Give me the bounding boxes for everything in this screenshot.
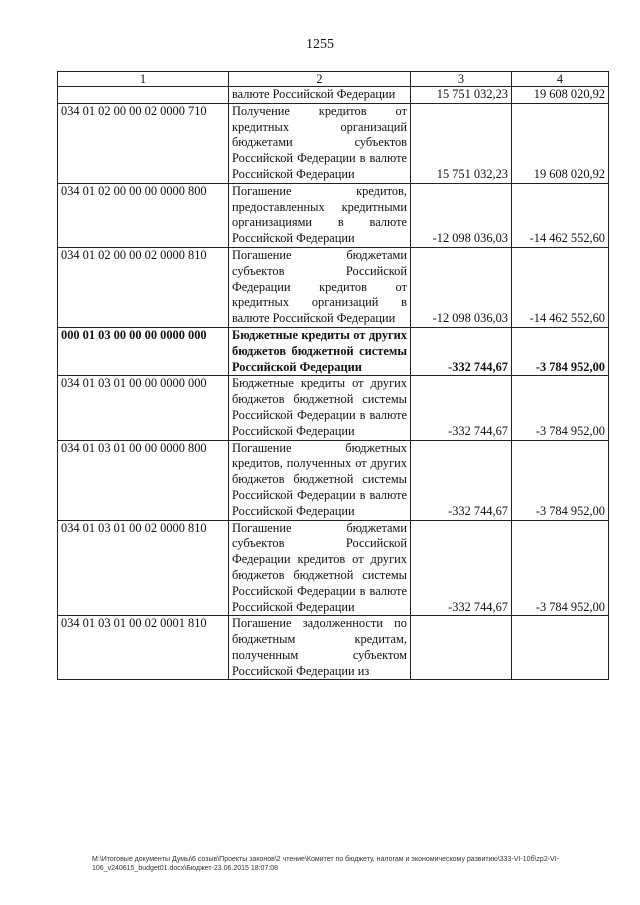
table-row bbox=[58, 103, 609, 183]
row-code: 034 01 02 00 00 02 0000 810 bbox=[58, 247, 229, 327]
row-amount-col4: -3 784 952,00 bbox=[512, 376, 609, 440]
file-path-line-1: M:\Итоговые документы Думы\6 созыв\Проекты законов\2 чтение\Комитет по бюджету, налогам и экономическому развитию\333-VI-10б\zp2-VI- bbox=[92, 856, 559, 863]
row-code: 034 01 03 01 00 02 0001 810 bbox=[58, 616, 229, 680]
table-row bbox=[58, 87, 609, 104]
row-amount-col3: -332 744,67 bbox=[411, 440, 512, 520]
row-description: Бюджетные кредиты от других бюджетов бюджетной системы Российской Федерации в валюте Российской Федерации bbox=[229, 376, 411, 440]
row-amount-col3: 15 751 032,23 bbox=[411, 87, 512, 104]
row-description: Бюджетные кредиты от других бюджетов бюджетной системы Российской Федерации bbox=[229, 327, 411, 375]
row-amount-col4: -3 784 952,00 bbox=[512, 327, 609, 375]
row-description: Погашение бюджетами субъектов Российской Федерации кредитов от других бюджетов бюджетной системы Российской Федерации в валюте Российской Федерации bbox=[229, 520, 411, 616]
row-code: 034 01 03 01 00 02 0000 810 bbox=[58, 520, 229, 616]
table-row bbox=[58, 440, 609, 520]
table-body bbox=[58, 87, 609, 680]
row-amount-col4: 19 608 020,92 bbox=[512, 103, 609, 183]
row-amount-col4: 19 608 020,92 bbox=[512, 87, 609, 104]
row-amount-col4: -3 784 952,00 bbox=[512, 440, 609, 520]
row-description: валюте Российской Федерации bbox=[229, 87, 411, 104]
row-code: 034 01 02 00 00 02 0000 710 bbox=[58, 103, 229, 183]
row-description: Погашение кредитов, предоставленных кредитными организациями в валюте Российской Федерации bbox=[229, 183, 411, 247]
row-amount-col3: 15 751 032,23 bbox=[411, 103, 512, 183]
row-description: Погашение бюджетных кредитов, полученных от других бюджетов бюджетной системы Российской Федерации в валюте Российской Федерации bbox=[229, 440, 411, 520]
row-amount-col3: -332 744,67 bbox=[411, 327, 512, 375]
table-row bbox=[58, 247, 609, 327]
row-amount-col3: -332 744,67 bbox=[411, 520, 512, 616]
row-amount-col4: -14 462 552,60 bbox=[512, 247, 609, 327]
column-header-2: 2 bbox=[229, 72, 411, 87]
column-header-3: 3 bbox=[411, 72, 512, 87]
row-description: Получение кредитов от кредитных организаций бюджетами субъектов Российской Федерации в валюте Российской Федерации bbox=[229, 103, 411, 183]
row-code: 034 01 03 01 00 00 0000 000 bbox=[58, 376, 229, 440]
row-description: Погашение задолженности по бюджетным кредитам, полученным субъектом Российской Федерации из bbox=[229, 616, 411, 680]
row-amount-col4: -14 462 552,60 bbox=[512, 183, 609, 247]
table-header-row bbox=[58, 72, 609, 87]
row-amount-col3: -12 098 036,03 bbox=[411, 183, 512, 247]
row-amount-col4 bbox=[512, 616, 609, 680]
row-amount-col4: -3 784 952,00 bbox=[512, 520, 609, 616]
file-path-line-2: 106_v240615_budget01.docx\Бюджет-23.06.2015 18:07:08 bbox=[92, 865, 279, 872]
row-code: 034 01 02 00 00 00 0000 800 bbox=[58, 183, 229, 247]
column-header-4: 4 bbox=[512, 72, 609, 87]
file-path-footer bbox=[92, 855, 612, 873]
table-row bbox=[58, 616, 609, 680]
row-amount-col3: -12 098 036,03 bbox=[411, 247, 512, 327]
row-amount-col3: -332 744,67 bbox=[411, 376, 512, 440]
column-header-1: 1 bbox=[58, 72, 229, 87]
table-row bbox=[58, 183, 609, 247]
row-code: 000 01 03 00 00 00 0000 000 bbox=[58, 327, 229, 375]
table-row bbox=[58, 376, 609, 440]
page-number: 1255 bbox=[306, 37, 334, 52]
row-code: 034 01 03 01 00 00 0000 800 bbox=[58, 440, 229, 520]
budget-table bbox=[57, 71, 609, 680]
row-amount-col3 bbox=[411, 616, 512, 680]
table-row bbox=[58, 520, 609, 616]
row-description: Погашение бюджетами субъектов Российской Федерации кредитов от кредитных организаций в валюте Российской Федерации bbox=[229, 247, 411, 327]
table-row bbox=[58, 327, 609, 375]
row-code bbox=[58, 87, 229, 104]
